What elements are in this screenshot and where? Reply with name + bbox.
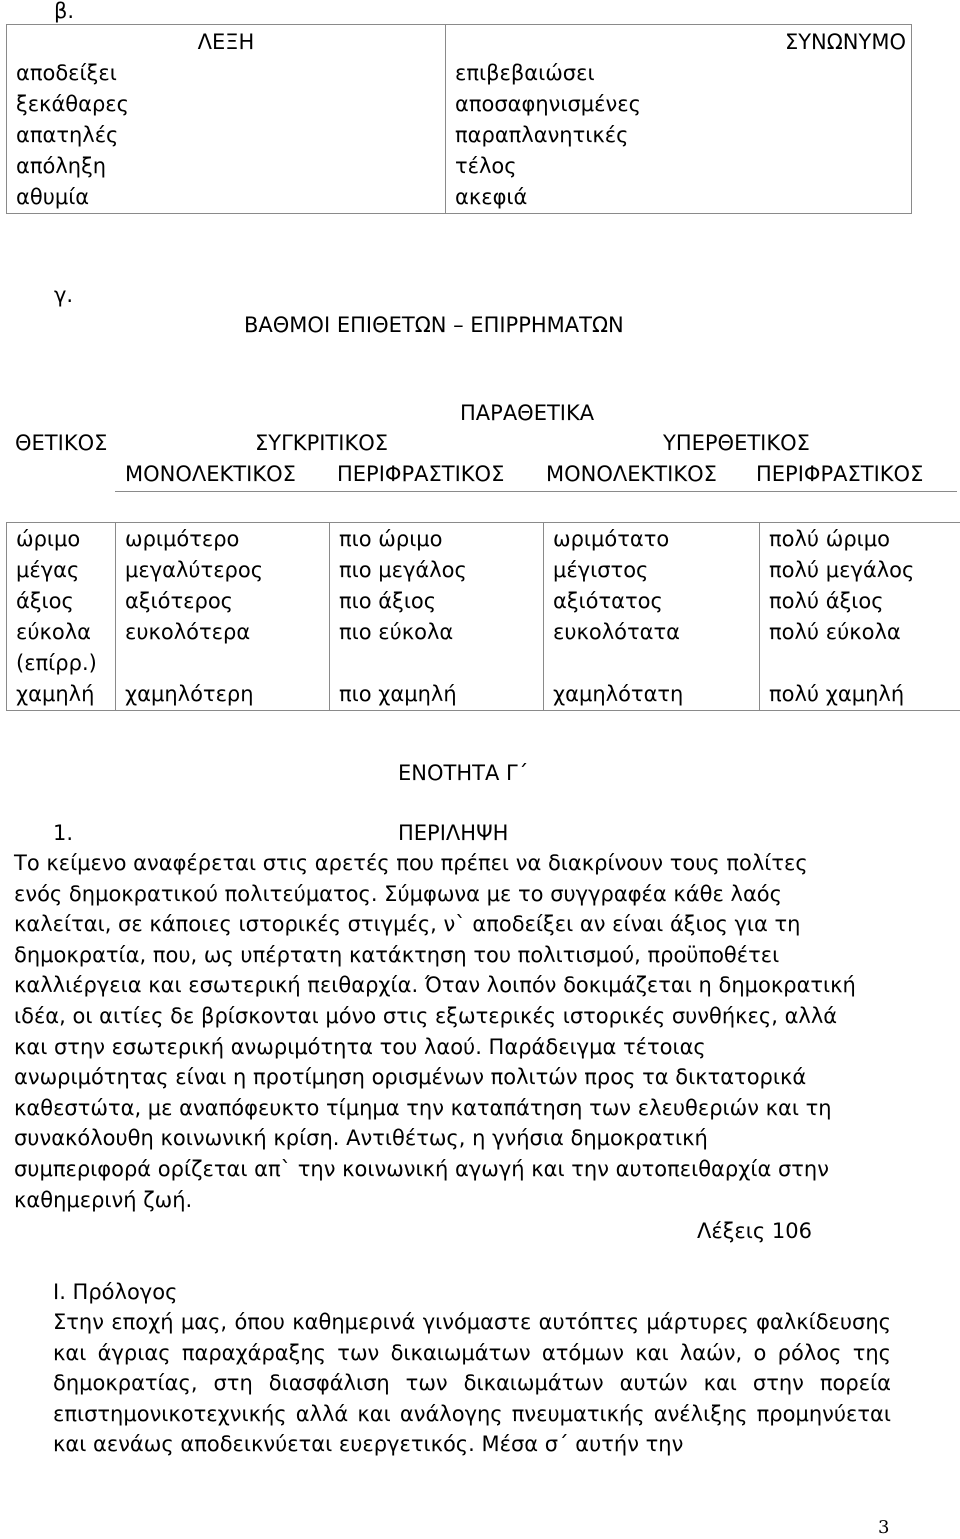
summary-line: καθημερινή ζωή.: [14, 1187, 193, 1212]
sygkritikos-perif-cell: πιο άξιος: [330, 586, 544, 617]
word-count: Λέξεις 106: [697, 1219, 812, 1243]
table-row: [7, 151, 912, 182]
prologue-text: Στην εποχή μας, όπου καθημερινά γινόμαστε αυτόπτες μάρτυρες φαλκίδευσης και άγριας παραχάραξης των δικαιωμάτων ατόμων και λαών, ο ρόλος της δημοκρατίας, στη διασφάλιση των δικαιωμάτων αυτών και στην πορεία επιστημονικοτεχνικής αλλά και ανάλογης πνευματικής ανέλιξης προμηνύεται και αενάως αποδεικνύεται ευεργετικός. Μέσα σ΄ αυτήν την: [53, 1310, 891, 1456]
yperthetikos-perif-cell: [760, 648, 960, 679]
table-row: [7, 89, 912, 120]
synonym-cell: παραπλανητικές: [446, 120, 912, 151]
sub-header-monolektikos: ΜΟΝΟΛΕΚΤΙΚΟΣ: [125, 462, 296, 486]
yperthetikos-perif-cell: πολύ εύκολα: [760, 617, 960, 648]
yperthetikos-perif-cell: πολύ ώριμο: [760, 523, 960, 556]
sub-header-monolektikos: ΜΟΝΟΛΕΚΤΙΚΟΣ: [546, 462, 717, 486]
yperthetikos-mono-cell: χαμηλότατη: [544, 679, 760, 711]
summary-title: ΠΕΡΙΛΗΨΗ: [398, 821, 509, 845]
paratheтika-heading: ΠΑΡΑΘΕΤΙΚΑ: [460, 401, 595, 425]
yperthetikos-mono-cell: [544, 648, 760, 679]
prologue-heading: Ι. Πρόλογος: [53, 1280, 178, 1304]
sub-header-divider: [115, 491, 957, 492]
sygkritikos-perif-cell: πιο ώριμο: [330, 523, 544, 556]
synonym-cell: αποσαφηνισμένες: [446, 89, 912, 120]
sygkritikos-mono-cell: [116, 648, 330, 679]
summary-line: συμπεριφορά ορίζεται απ` την κοινωνική αγωγή και την αυτοπειθαρχία στην: [14, 1156, 829, 1181]
sygkritikos-heading: ΣΥΓΚΡΙΤΙΚΟΣ: [255, 431, 389, 455]
summary-line: καλείται, σε κάποιες ιστορικές στιγμές, ν` αποδείξει αν είναι άξιος για τη: [14, 912, 801, 937]
word-column-header: ΛΕΞΗ: [7, 25, 446, 59]
sygkritikos-perif-cell: πιο χαμηλή: [330, 679, 544, 711]
synonym-cell: ακεφιά: [446, 182, 912, 214]
summary-line: ανωριμότητας είναι η προτίμηση ορισμένων πολιτών προς τα δικτατορικά: [14, 1065, 807, 1090]
degrees-title: ΒΑΘΜΟΙ ΕΠΙΘΕΤΩΝ – ΕΠΙΡΡΗΜΑΤΩΝ: [244, 313, 624, 337]
table-row: [7, 586, 960, 617]
synonym-cell: τέλος: [446, 151, 912, 182]
table-row: [7, 555, 960, 586]
synonym-column-header: ΣΥΝΩΝΥΜΟ: [446, 25, 912, 59]
sygkritikos-mono-cell: αξιότερος: [116, 586, 330, 617]
degrees-table: [6, 522, 960, 711]
table-row: [7, 120, 912, 151]
word-cell: αθυμία: [7, 182, 446, 214]
table-row: [7, 58, 912, 89]
yperthetikos-perif-cell: πολύ άξιος: [760, 586, 960, 617]
yperthetikos-perif-cell: πολύ χαμηλή: [760, 679, 960, 711]
word-cell: αποδείξει: [7, 58, 446, 89]
section-b-label: β.: [54, 0, 75, 23]
yperthetikos-perif-cell: πολύ μεγάλος: [760, 555, 960, 586]
thetikos-heading: ΘΕΤΙΚΟΣ: [15, 431, 108, 455]
sygkritikos-perif-cell: [330, 648, 544, 679]
table-row: [7, 182, 912, 214]
thetikos-cell: εύκολα: [7, 617, 116, 648]
section-c-label: γ.: [54, 283, 74, 307]
sygkritikos-mono-cell: μεγαλύτερος: [116, 555, 330, 586]
sygkritikos-mono-cell: ευκολότερα: [116, 617, 330, 648]
summary-number: 1.: [53, 821, 74, 845]
synonyms-header-row: [7, 25, 912, 59]
table-row: [7, 617, 960, 648]
summary-line: δημοκρατία, που, ως υπέρτατη κατάκτηση του πολιτισμού, προϋποθέτει: [14, 942, 780, 967]
thetikos-cell: χαμηλή: [7, 679, 116, 711]
thetikos-cell: μέγας: [7, 555, 116, 586]
table-row: [7, 523, 960, 556]
sygkritikos-perif-cell: πιο μεγάλος: [330, 555, 544, 586]
yperthetikos-mono-cell: αξιότατος: [544, 586, 760, 617]
yperthetikos-mono-cell: μέγιστος: [544, 555, 760, 586]
sub-header-perifrastikos: ΠΕΡΙΦΡΑΣΤΙΚΟΣ: [337, 462, 505, 486]
table-row: [7, 679, 960, 711]
word-cell: ξεκάθαρες: [7, 89, 446, 120]
sub-header-perifrastikos: ΠΕΡΙΦΡΑΣΤΙΚΟΣ: [756, 462, 924, 486]
yperthetikos-heading: ΥΠΕΡΘΕΤΙΚΟΣ: [663, 431, 810, 455]
summary-line: και στην εσωτερική ανωριμότητα του λαού. Παράδειγμα τέτοιας: [14, 1034, 706, 1059]
summary-line: ιδέα, οι αιτίες δε βρίσκονται μόνο στις εξωτερικές ιστορικές συνθήκες, αλλά: [14, 1003, 838, 1028]
word-cell: απατηλές: [7, 120, 446, 151]
yperthetikos-mono-cell: ευκολότατα: [544, 617, 760, 648]
thetikos-cell: άξιος: [7, 586, 116, 617]
summary-line: Το κείμενο αναφέρεται στις αρετές που πρέπει να διακρίνουν τους πολίτες: [14, 851, 808, 875]
summary-line: συνακόλουθη κοινωνική κρίση. Αντιθέτως, η γνήσια δημοκρατική: [14, 1126, 708, 1151]
yperthetikos-mono-cell: ωριμότατο: [544, 523, 760, 556]
sygkritikos-mono-cell: χαμηλότερη: [116, 679, 330, 711]
sygkritikos-perif-cell: πιο εύκολα: [330, 617, 544, 648]
synonym-cell: επιβεβαιώσει: [446, 58, 912, 89]
word-cell: απόληξη: [7, 151, 446, 182]
summary-line: καθεστώτα, με αναπόφευκτο τίμημα την καταπάτηση των ελευθεριών και τη: [14, 1095, 832, 1120]
unit-title: ΕΝΟΤΗΤΑ Γ΄: [398, 761, 529, 785]
table-row: [7, 648, 960, 679]
page-number: 3: [878, 1517, 890, 1538]
thetikos-cell: (επίρρ.): [7, 648, 116, 679]
thetikos-cell: ώριμο: [7, 523, 116, 556]
summary-line: ενός δημοκρατικού πολιτεύματος. Σύμφωνα με το συγγραφέα κάθε λαός: [14, 881, 782, 906]
synonyms-table: [6, 24, 912, 214]
summary-text: [14, 848, 864, 1215]
summary-line: καλλιέργεια και εσωτερική πειθαρχία. Όταν λοιπόν δοκιμάζεται η δημοκρατική: [14, 973, 856, 998]
sygkritikos-mono-cell: ωριμότερο: [116, 523, 330, 556]
